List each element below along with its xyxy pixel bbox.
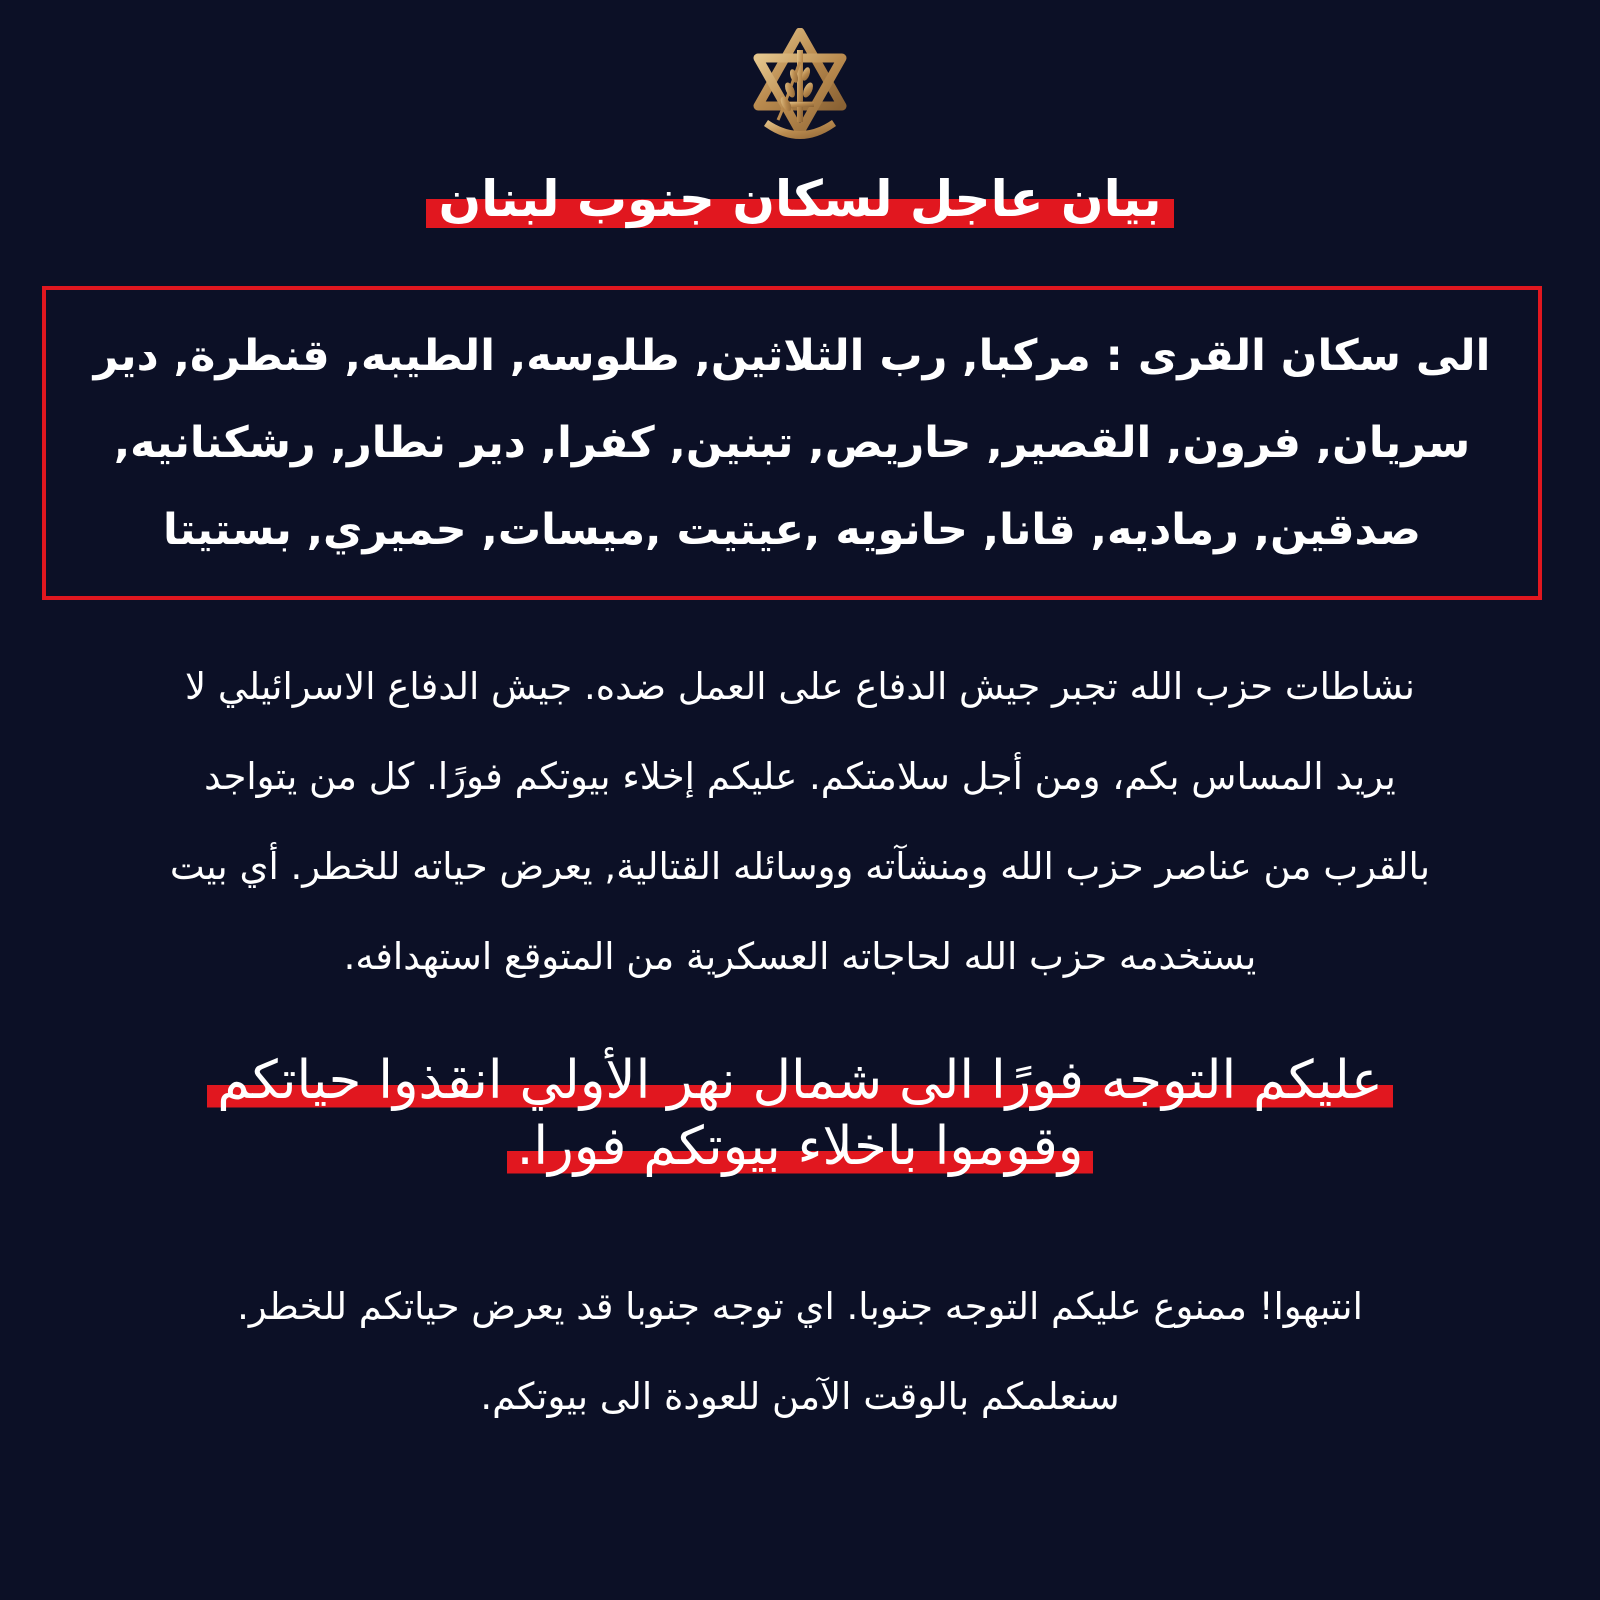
villages-line: سريان, فرون, القصير, حاريص, تبنين, كفرا, دير نطار, رشكنانيه, (113, 417, 1471, 468)
title-container (0, 170, 1600, 228)
villages-line: صدقين, رماديه, قانا, حانويه ,عيتيت ,ميسات, حميري, بستيتا (163, 504, 1421, 555)
paragraph-line: انتبهوا! ممنوع عليكم التوجه جنوبا. اي توجه جنوبا قد يعرض حياتكم للخطر. (237, 1285, 1363, 1328)
villages-box (42, 286, 1542, 600)
paragraph-line: يريد المساس بكم، ومن أجل سلامتكم. عليكم إخلاء بيوتكم فورًا. كل من يتواجد (204, 755, 1396, 798)
callout-line: وقوموا باخلاء بيوتكم فورا. (507, 1114, 1094, 1180)
villages-line: الى سكان القرى : مركبا, رب الثلاثين, طلوسه, الطيبه, قنطرة, دير (93, 330, 1491, 381)
caution-paragraph (60, 1262, 1540, 1442)
warning-paragraph (80, 642, 1520, 1002)
paragraph-line: بالقرب من عناصر حزب الله ومنشآته ووسائله القتالية, يعرض حياته للخطر. أي بيت (169, 845, 1431, 888)
page-title: بيان عاجل لسكان جنوب لبنان (426, 170, 1173, 228)
paragraph-line: سنعلمكم بالوقت الآمن للعودة الى بيوتكم. (480, 1375, 1120, 1418)
callout-line: عليكم التوجه فورًا الى شمال نهر الأولي انقذوا حياتكم (207, 1048, 1393, 1114)
paragraph-line: يستخدمه حزب الله لحاجاته العسكرية من المتوقع استهدافه. (343, 935, 1257, 978)
evacuation-callout (60, 1048, 1540, 1180)
idf-emblem-icon (738, 28, 862, 152)
paragraph-line: نشاطات حزب الله تجبر جيش الدفاع على العمل ضده. جيش الدفاع الاسرائيلي لا (185, 665, 1415, 708)
villages-list (72, 313, 1512, 574)
